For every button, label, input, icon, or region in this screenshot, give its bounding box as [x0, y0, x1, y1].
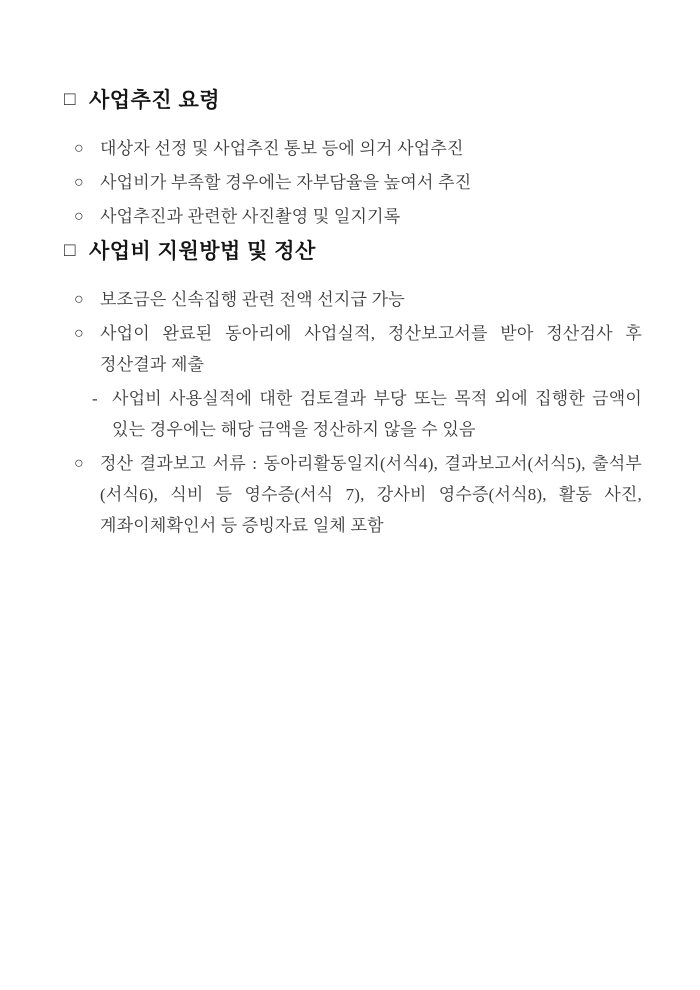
sections-container — [64, 88, 642, 541]
list-item — [74, 284, 642, 315]
circle-bullet-icon: ○ — [74, 325, 84, 342]
circle-bullet-icon: ○ — [74, 455, 84, 472]
list-item — [74, 201, 642, 232]
bullet-list — [64, 284, 642, 541]
list-item — [74, 167, 642, 198]
circle-bullet-icon: ○ — [74, 208, 84, 225]
list-item-text: 사업이 완료된 동아리에 사업실적, 정산보고서를 받아 정산검사 후 정산결과 제출 — [100, 324, 642, 374]
square-marker-icon: □ — [64, 240, 76, 261]
list-item — [92, 383, 642, 445]
document-section — [64, 88, 642, 232]
circle-bullet-icon: ○ — [74, 140, 84, 157]
circle-bullet-icon: ○ — [74, 291, 84, 308]
list-item-text: 대상자 선정 및 사업추진 통보 등에 의거 사업추진 — [100, 139, 464, 158]
list-item — [74, 448, 642, 541]
list-item-text: 사업추진과 관련한 사진촬영 및 일지기록 — [100, 207, 401, 226]
section-heading — [64, 239, 642, 265]
list-item-text: 사업비가 부족할 경우에는 자부담율을 높여서 추진 — [100, 173, 472, 192]
list-item-text: 정산 결과보고 서류 : 동아리활동일지(서식4), 결과보고서(서식5), 출석부(서식6), 식비 등 영수증(서식 7), 강사비 영수증(서식8), 활동 사진, 계좌이체확인서 등 증빙자료 일체 포함 — [100, 454, 642, 535]
square-marker-icon: □ — [64, 89, 76, 110]
section-title-text: 사업비 지원방법 및 정산 — [88, 240, 316, 263]
document-section — [64, 239, 642, 541]
circle-bullet-icon: ○ — [74, 174, 84, 191]
list-item-text: 보조금은 신속집행 관련 전액 선지급 가능 — [100, 290, 405, 309]
bullet-list — [64, 133, 642, 232]
list-item-text: 사업비 사용실적에 대한 검토결과 부당 또는 목적 외에 집행한 금액이 있는 경우에는 해당 금액을 정산하지 않을 수 있음 — [112, 389, 642, 439]
section-heading — [64, 88, 642, 114]
list-item — [74, 133, 642, 164]
section-title-text: 사업추진 요령 — [88, 89, 221, 112]
list-item — [74, 318, 642, 380]
dash-bullet-icon: - — [92, 389, 98, 408]
